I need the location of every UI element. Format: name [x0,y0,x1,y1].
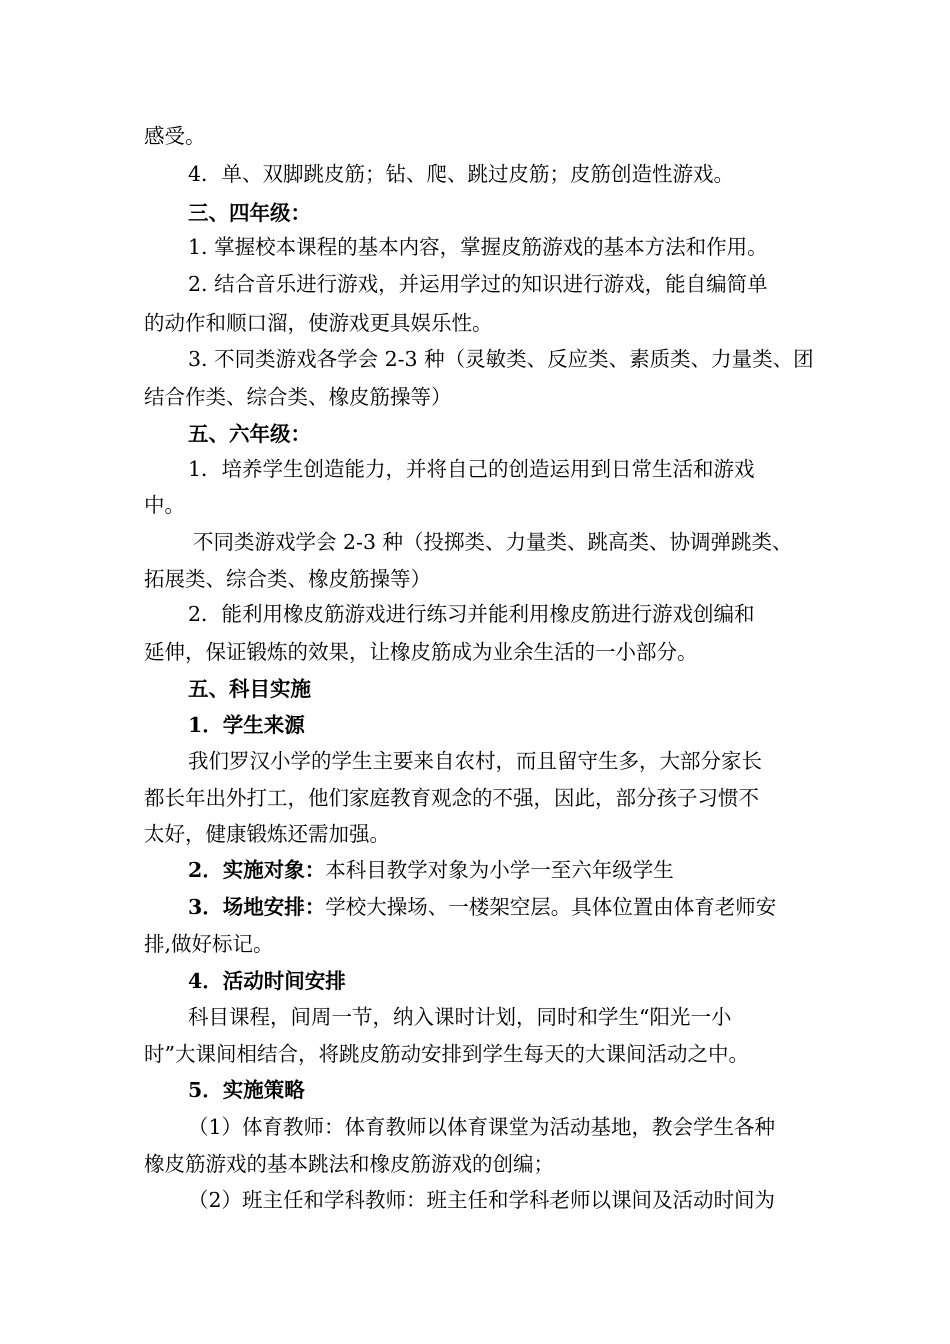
text-line: 感受。 [144,124,206,148]
text-line: 2．能利用橡皮筋游戏进行练习并能利用橡皮筋进行游戏创编和 [188,602,755,626]
inline-heading: 2．实施对象： [188,858,326,882]
inline-text: 学校大操场、一楼架空层。具体位置由体育老师安 [325,895,777,919]
section-heading: 三、四年级： [188,201,311,225]
section-heading: 五、六年级： [188,422,311,446]
text-line [188,856,809,884]
text-line: 4．单、双脚跳皮筋；钻、爬、跳过皮筋；皮筋创造性游戏。 [188,162,735,186]
text-line: 排,做好标记。 [144,932,274,956]
subsection-heading: 4．活动时间安排 [188,969,346,993]
section-heading: 五、科目实施 [188,677,311,701]
text-line: 延伸，保证锻炼的效果，让橡皮筋成为业余生活的一小部分。 [144,640,698,664]
text-line: 拓展类、综合类、橡皮筋操等） [144,567,431,591]
text-line: 3. 不同类游戏各学会 2-3 种（灵敏类、反应类、素质类、力量类、团 [188,347,814,371]
text-line: （2）班主任和学科教师：班主任和学科老师以课间及活动时间为 [188,1188,776,1212]
text-line: 不同类游戏学会 2-3 种（投掷类、力量类、跳高类、协调弹跳类、 [193,530,793,554]
inline-heading: 3．场地安排： [188,895,326,919]
text-line: 1．培养学生创造能力，并将自己的创造运用到日常生活和游戏 [188,457,755,481]
inline-text: 本科目教学对象为小学一至六年级学生 [325,858,674,882]
text-line: 时”大课间相结合，将跳皮筋动安排到学生每天的大课间活动之中。 [144,1042,749,1066]
text-line: 1. 掌握校本课程的基本内容，掌握皮筋游戏的基本方法和作用。 [188,235,768,259]
text-line: 2. 结合音乐进行游戏，并运用学过的知识进行游戏，能自编简单 [188,272,768,296]
text-line: 的动作和顺口溜，使游戏更具娱乐性。 [144,311,493,335]
text-line: 结合作类、综合类、橡皮筋操等） [144,385,452,409]
text-line: （1）体育教师：体育教师以体育课堂为活动基地，教会学生各种 [188,1115,776,1139]
text-line: 太好，健康锻炼还需加强。 [144,822,390,846]
text-line: 中。 [144,493,185,517]
text-line: 科目课程，间周一节，纳入课时计划，同时和学生“阳光一小 [188,1005,732,1029]
subsection-heading: 5．实施策略 [188,1078,305,1102]
text-line [188,893,809,921]
text-line: 橡皮筋游戏的基本跳法和橡皮筋游戏的创编； [144,1152,554,1176]
subsection-heading: 1．学生来源 [188,713,305,737]
text-line: 我们罗汉小学的学生主要来自农村，而且留守生多，大部分家长 [188,749,762,773]
text-line: 都长年出外打工，他们家庭教育观念的不强，因此，部分孩子习惯不 [144,786,759,810]
